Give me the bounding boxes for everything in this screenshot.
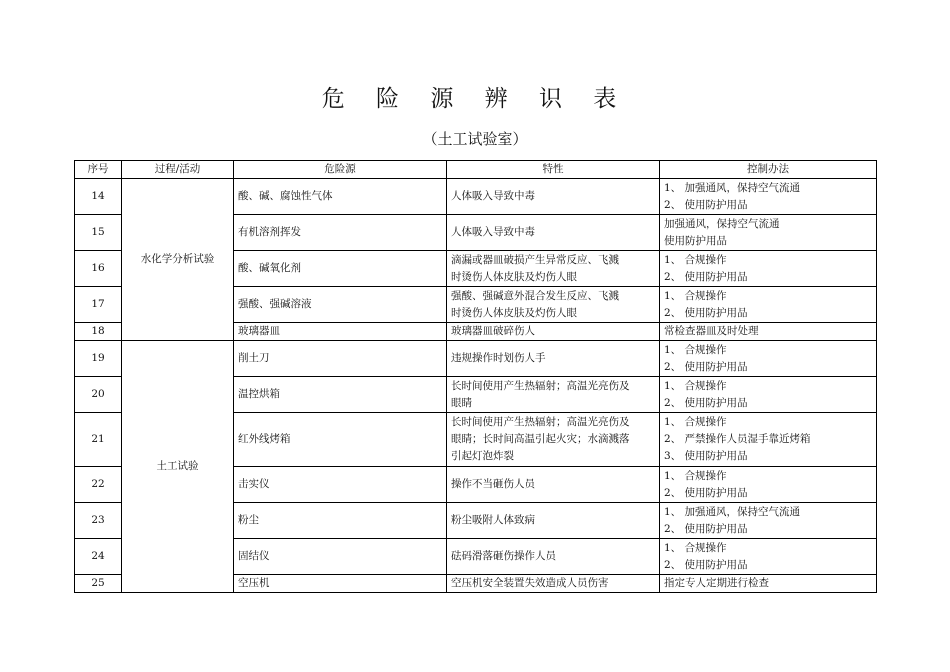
cell-feature	[447, 179, 660, 215]
feature-line: 引起灯泡炸裂	[451, 450, 514, 462]
control-line: 1、 合规操作	[664, 416, 727, 428]
cell-no: 22	[75, 467, 122, 503]
cell-feature	[447, 377, 660, 413]
feature-line: 砝码滑落砸伤操作人员	[451, 550, 556, 562]
control-line: 2、 使用防护用品	[664, 360, 748, 373]
cell-no: 20	[75, 377, 122, 413]
cell-control	[660, 251, 877, 287]
header-hazard: 危险源	[234, 161, 447, 179]
cell-feature	[447, 539, 660, 575]
header-process: 过程/活动	[122, 161, 234, 179]
table-header-row	[75, 161, 877, 179]
cell-hazard: 空压机	[234, 575, 447, 593]
control-line: 2、 使用防护用品	[664, 270, 748, 283]
cell-no: 14	[75, 179, 122, 215]
control-line: 2、 使用防护用品	[664, 558, 748, 571]
feature-line: 玻璃器皿破碎伤人	[451, 325, 535, 337]
cell-control	[660, 575, 877, 593]
header-no: 序号	[75, 161, 122, 179]
control-line: 1、 合规操作	[664, 253, 727, 266]
header-feature: 特性	[447, 161, 660, 179]
feature-line: 滴漏或器皿破损产生异常反应、飞溅	[451, 253, 619, 266]
feature-line: 违规操作时划伤人手	[451, 352, 546, 364]
cell-hazard: 红外线烤箱	[234, 413, 447, 467]
cell-hazard: 酸、碱、腐蚀性气体	[234, 179, 447, 215]
cell-hazard: 强酸、强碱溶液	[234, 287, 447, 323]
cell-feature	[447, 503, 660, 539]
cell-no: 17	[75, 287, 122, 323]
table-body	[75, 179, 877, 593]
cell-hazard: 击实仪	[234, 467, 447, 503]
control-line: 3、 使用防护用品	[664, 450, 748, 462]
page-subtitle: （土工试验室）	[422, 130, 528, 148]
feature-line: 强酸、强碱意外混合发生反应、飞溅	[451, 289, 619, 302]
cell-feature	[447, 341, 660, 377]
cell-no: 19	[75, 341, 122, 377]
hazard-table	[74, 160, 877, 593]
cell-no: 15	[75, 215, 122, 251]
page-title: 危 险 源 辨 识 表	[321, 86, 629, 112]
control-line: 1、 合规操作	[664, 469, 727, 482]
cell-hazard: 酸、碱氧化剂	[234, 251, 447, 287]
feature-line: 空压机安全装置失效造成人员伤害	[451, 577, 609, 589]
cell-feature	[447, 413, 660, 467]
feature-line: 人体吸入导致中毒	[451, 190, 535, 202]
control-line: 2、 使用防护用品	[664, 522, 748, 535]
feature-line: 人体吸入导致中毒	[451, 226, 535, 238]
cell-control	[660, 413, 877, 467]
cell-control	[660, 377, 877, 413]
cell-feature	[447, 323, 660, 341]
control-line: 1、 合规操作	[664, 343, 727, 356]
header-control: 控制办法	[660, 161, 877, 179]
table-row	[75, 341, 877, 377]
cell-control	[660, 539, 877, 575]
control-line: 1、 合规操作	[664, 379, 727, 392]
control-line: 1、 合规操作	[664, 541, 727, 554]
cell-no: 24	[75, 539, 122, 575]
cell-no: 16	[75, 251, 122, 287]
cell-hazard: 温控烘箱	[234, 377, 447, 413]
cell-control	[660, 287, 877, 323]
cell-hazard: 粉尘	[234, 503, 447, 539]
control-line: 指定专人定期进行检查	[664, 577, 769, 589]
cell-feature	[447, 575, 660, 593]
cell-feature	[447, 287, 660, 323]
feature-line: 长时间使用产生热辐射；高温光亮伤及	[451, 416, 630, 428]
feature-line: 时烫伤人体皮肤及灼伤人眼	[451, 306, 577, 319]
control-line: 2、 使用防护用品	[664, 486, 748, 499]
control-line: 1、 加强通风，保持空气流通	[664, 505, 801, 518]
cell-control	[660, 341, 877, 377]
feature-line: 操作不当砸伤人员	[451, 478, 535, 490]
table-row	[75, 179, 877, 215]
feature-line: 粉尘吸附人体致病	[451, 514, 535, 526]
cell-process: 水化学分析试验	[122, 179, 234, 341]
control-line: 1、 加强通风，保持空气流通	[664, 181, 801, 194]
cell-hazard: 有机溶剂挥发	[234, 215, 447, 251]
cell-control	[660, 323, 877, 341]
control-line: 使用防护用品	[664, 234, 727, 247]
feature-line: 时烫伤人体皮肤及灼伤人眼	[451, 270, 577, 283]
feature-line: 长时间使用产生热辐射；高温光亮伤及	[451, 379, 630, 392]
cell-control	[660, 215, 877, 251]
control-line: 2、 严禁操作人员湿手靠近烤箱	[664, 433, 811, 445]
control-line: 2、 使用防护用品	[664, 306, 748, 319]
control-line: 2、 使用防护用品	[664, 198, 748, 211]
cell-hazard: 玻璃器皿	[234, 323, 447, 341]
cell-control	[660, 179, 877, 215]
cell-no: 21	[75, 413, 122, 467]
control-line: 1、 合规操作	[664, 289, 727, 302]
cell-control	[660, 467, 877, 503]
cell-feature	[447, 215, 660, 251]
cell-no: 23	[75, 503, 122, 539]
cell-no: 25	[75, 575, 122, 593]
table-header	[75, 161, 877, 179]
feature-line: 眼睛；长时间高温引起火灾；水滴溅落	[451, 433, 630, 445]
feature-line: 眼睛	[451, 396, 472, 409]
cell-feature	[447, 251, 660, 287]
cell-process: 土工试验	[122, 341, 234, 593]
cell-no: 18	[75, 323, 122, 341]
control-line: 加强通风，保持空气流通	[664, 217, 780, 230]
cell-feature	[447, 467, 660, 503]
cell-hazard: 削土刀	[234, 341, 447, 377]
cell-control	[660, 503, 877, 539]
control-line: 2、 使用防护用品	[664, 396, 748, 409]
cell-hazard: 固结仪	[234, 539, 447, 575]
control-line: 常检查器皿及时处理	[664, 325, 759, 337]
